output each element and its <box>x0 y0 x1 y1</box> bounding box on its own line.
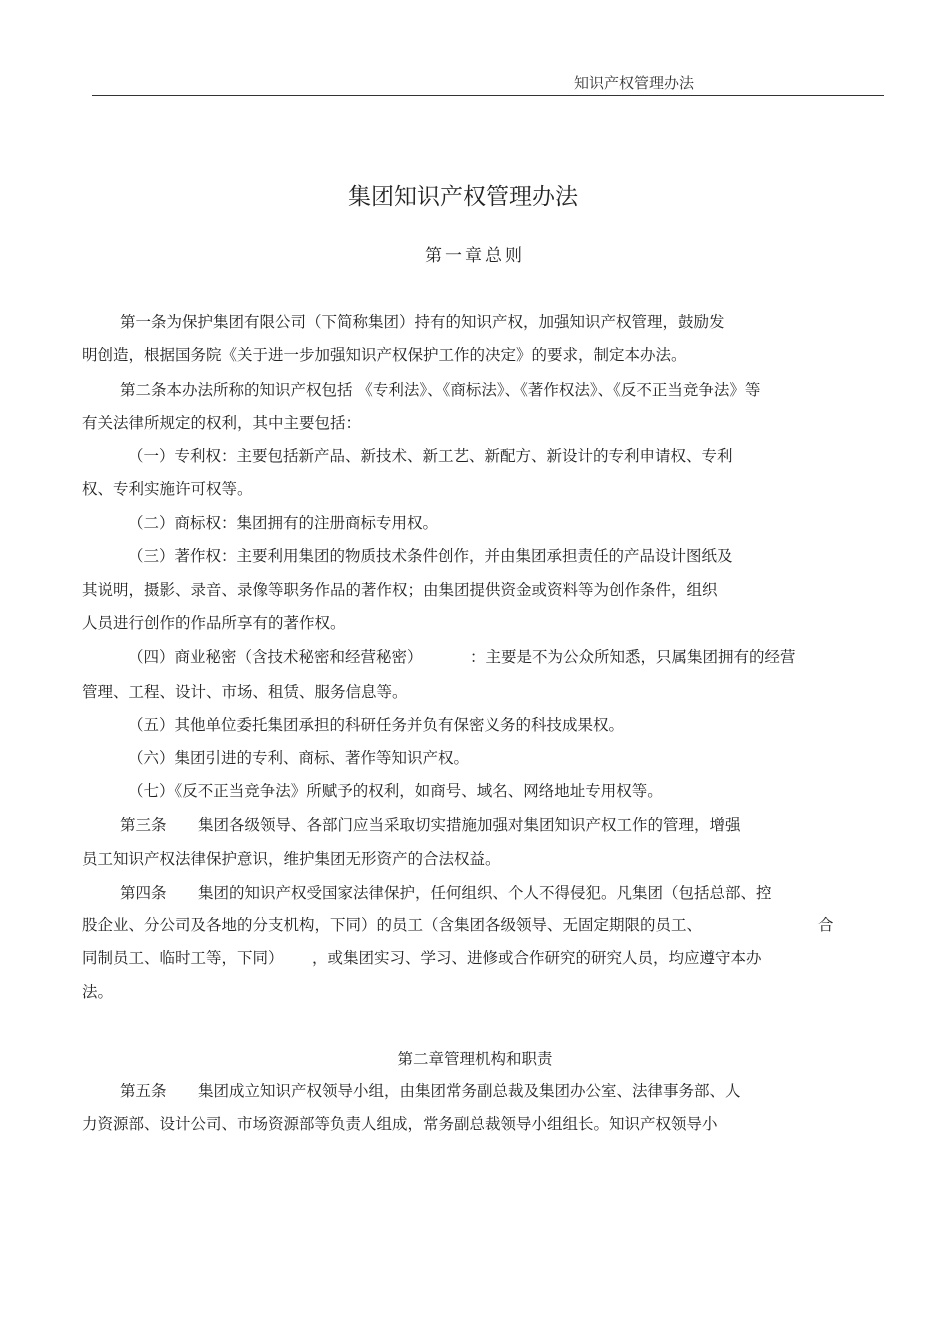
item-6-line: （六）集团引进的专利、商标、著作等知识产权。 <box>128 749 470 767</box>
article-4-line-3a: 同制员工、临时工等，下同） <box>82 949 284 967</box>
header-rule <box>92 95 884 96</box>
item-3-line-3: 人员进行创作的作品所享有的著作权。 <box>82 614 346 632</box>
item-4-line-2: 管理、工程、设计、市场、租赁、服务信息等。 <box>82 683 408 701</box>
article-3-line-1: 集团各级领导、各部门应当采取切实措施加强对集团知识产权工作的管理，增强 <box>198 816 741 834</box>
article-5-label: 第五条 <box>120 1082 167 1100</box>
article-3-line-2: 员工知识产权法律保护意识，维护集团无形资产的合法权益。 <box>82 850 501 868</box>
article-4-line-1: 集团的知识产权受国家法律保护，任何组织、个人不得侵犯。凡集团（包括总部、控 <box>198 884 772 902</box>
item-3-line-2: 其说明，摄影、录音、录像等职务作品的著作权；由集团提供资金或资料等为创作条件，组织 <box>82 581 718 599</box>
article-4-line-3b: ，或集团实习、学习、进修或合作研究的研究人员，均应遵守本办 <box>312 949 762 967</box>
item-7-line: （七）《反不正当竞争法》所赋予的权利，如商号、域名、网络地址专用权等。 <box>128 782 663 800</box>
article-4-line-4: 法。 <box>82 983 114 1001</box>
item-1-line-2: 权、专利实施许可权等。 <box>82 480 253 498</box>
item-2-line: （二）商标权：集团拥有的注册商标专用权。 <box>128 514 439 532</box>
item-5-line: （五）其他单位委托集团承担的科研任务并负有保密义务的科技成果权。 <box>128 716 625 734</box>
chapter-2-heading: 第二章管理机构和职责 <box>397 1050 553 1068</box>
item-3-line-1: （三）著作权：主要利用集团的物质技术条件创作，并由集团承担责任的产品设计图纸及 <box>128 547 733 565</box>
document-title: 集团知识产权管理办法 <box>348 184 578 210</box>
item-4-line-1b: ：主要是不为公众所知悉，只属集团拥有的经营 <box>470 648 796 666</box>
article-1-line-2: 明创造，根据国务院《关于进一步加强知识产权保护工作的决定》的要求，制定本办法。 <box>82 346 687 364</box>
article-4-line-2: 股企业、分公司及各地的分支机构，下同）的员工（含集团各级领导、无固定期限的员工、 <box>82 916 703 934</box>
article-1-line-1: 第一条为保护集团有限公司（下简称集团）持有的知识产权，加强知识产权管理，鼓励发 <box>120 313 725 331</box>
chapter-1-heading: 第一章总则 <box>425 246 525 266</box>
item-1-line-1: （一）专利权：主要包括新产品、新技术、新工艺、新配方、新设计的专利申请权、专利 <box>128 447 733 465</box>
article-2-line-1: 第二条本办法所称的知识产权包括 《专利法》、《商标法》、《著作权法》、《反不正当竞争法》等 <box>120 381 761 399</box>
article-5-line-2: 力资源部、设计公司、市场资源部等负责人组成，常务副总裁领导小组组长。知识产权领导小 <box>82 1115 718 1133</box>
article-2-line-2: 有关法律所规定的权利，其中主要包括： <box>82 414 362 432</box>
item-4-line-1a: （四）商业秘密（含技术秘密和经营秘密） <box>128 648 423 666</box>
article-5-line-1: 集团成立知识产权领导小组，由集团常务副总裁及集团办公室、法律事务部、人 <box>198 1082 741 1100</box>
article-4-label: 第四条 <box>120 884 167 902</box>
running-header: 知识产权管理办法 <box>574 74 695 92</box>
article-3-label: 第三条 <box>120 816 167 834</box>
article-4-line-2-tail: 合 <box>818 916 834 934</box>
